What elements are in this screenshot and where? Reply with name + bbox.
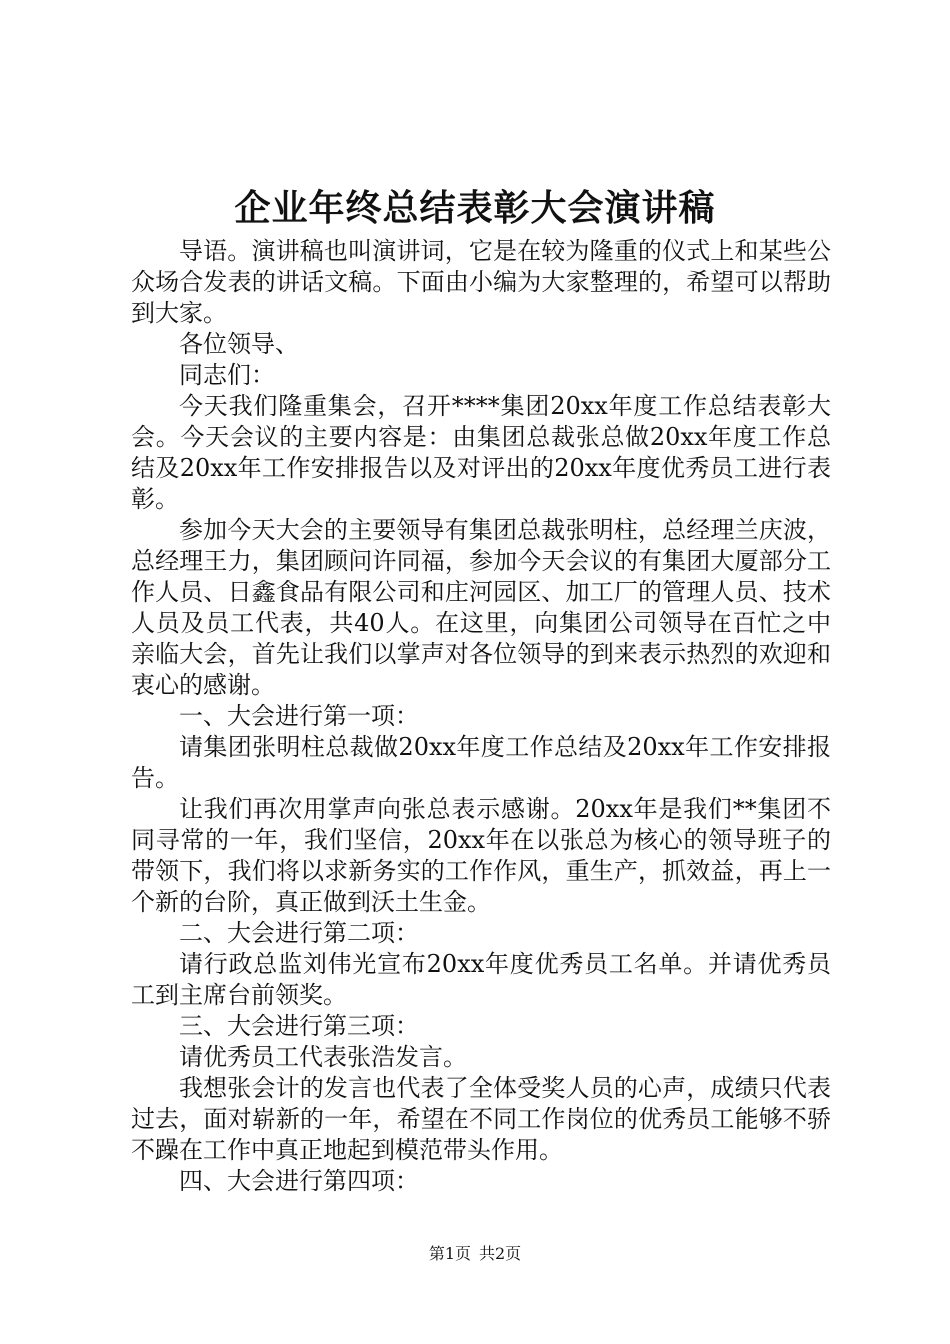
paragraph-item-two-heading: 二、大会进行第二项： [179,919,419,947]
page-footer [0,1244,950,1264]
paragraph-attendees: 参加今天大会的主要领导有集团总裁张明柱，总经理兰庆波，总经理王力，集团顾问许同福，参加今天会议的有集团大厦部分工作人员、日鑫食品有限公司和庄河园区、加工厂的管理人员、技术人员及员工代表，共40人。在这里，向集团公司领导在百忙之中亲临大会，首先让我们以掌声对各位领导的到来表示热烈的欢迎和衷心的感谢。 [131,516,831,699]
paragraph-item-two-content: 请行政总监刘伟光宣布20xx年度优秀员工名单。并请优秀员工到主席台前领奖。 [131,950,831,1009]
document-title: 企业年终总结表彰大会演讲稿 [234,187,716,229]
paragraph-item-four-heading: 四、大会进行第四项： [179,1167,419,1195]
paragraph-thanks: 让我们再次用掌声向张总表示感谢。20xx年是我们**集团不同寻常的一年，我们坚信，20xx年在以张总为核心的领导班子的带领下，我们将以求新务实的工作作风，重生产，抓效益，再上一个新的台阶，真正做到沃土生金。 [131,795,831,916]
paragraph-opening: 今天我们隆重集会，召开****集团20xx年度工作总结表彰大会。今天会议的主要内容是：由集团总裁张总做20xx年度工作总结及20xx年工作安排报告以及对评出的20xx年度优秀员工进行表彰。 [131,392,831,513]
page-number: 第1页 [428,1244,471,1263]
paragraph-item-three-content: 请优秀员工代表张浩发言。 [179,1043,467,1071]
paragraph-intro: 导语。演讲稿也叫演讲词，它是在较为隆重的仪式上和某些公众场合发表的讲话文稿。下面由小编为大家整理的，希望可以帮助到大家。 [131,237,831,327]
paragraph-item-three-heading: 三、大会进行第三项： [179,1012,419,1040]
paragraph-speech-comment: 我想张会计的发言也代表了全体受奖人员的心声，成绩只代表过去，面对崭新的一年，希望在不同工作岗位的优秀员工能够不骄不躁在工作中真正地起到模范带头作用。 [131,1074,831,1164]
page-total: 共2页 [479,1244,522,1263]
paragraph-item-one-content: 请集团张明柱总裁做20xx年度工作总结及20xx年工作安排报告。 [131,733,831,792]
document-body [131,236,831,1197]
paragraph-salutation-comrades: 同志们： [179,361,275,389]
paragraph-salutation-leaders: 各位领导、 [179,330,299,358]
paragraph-item-one-heading: 一、大会进行第一项： [179,702,419,730]
